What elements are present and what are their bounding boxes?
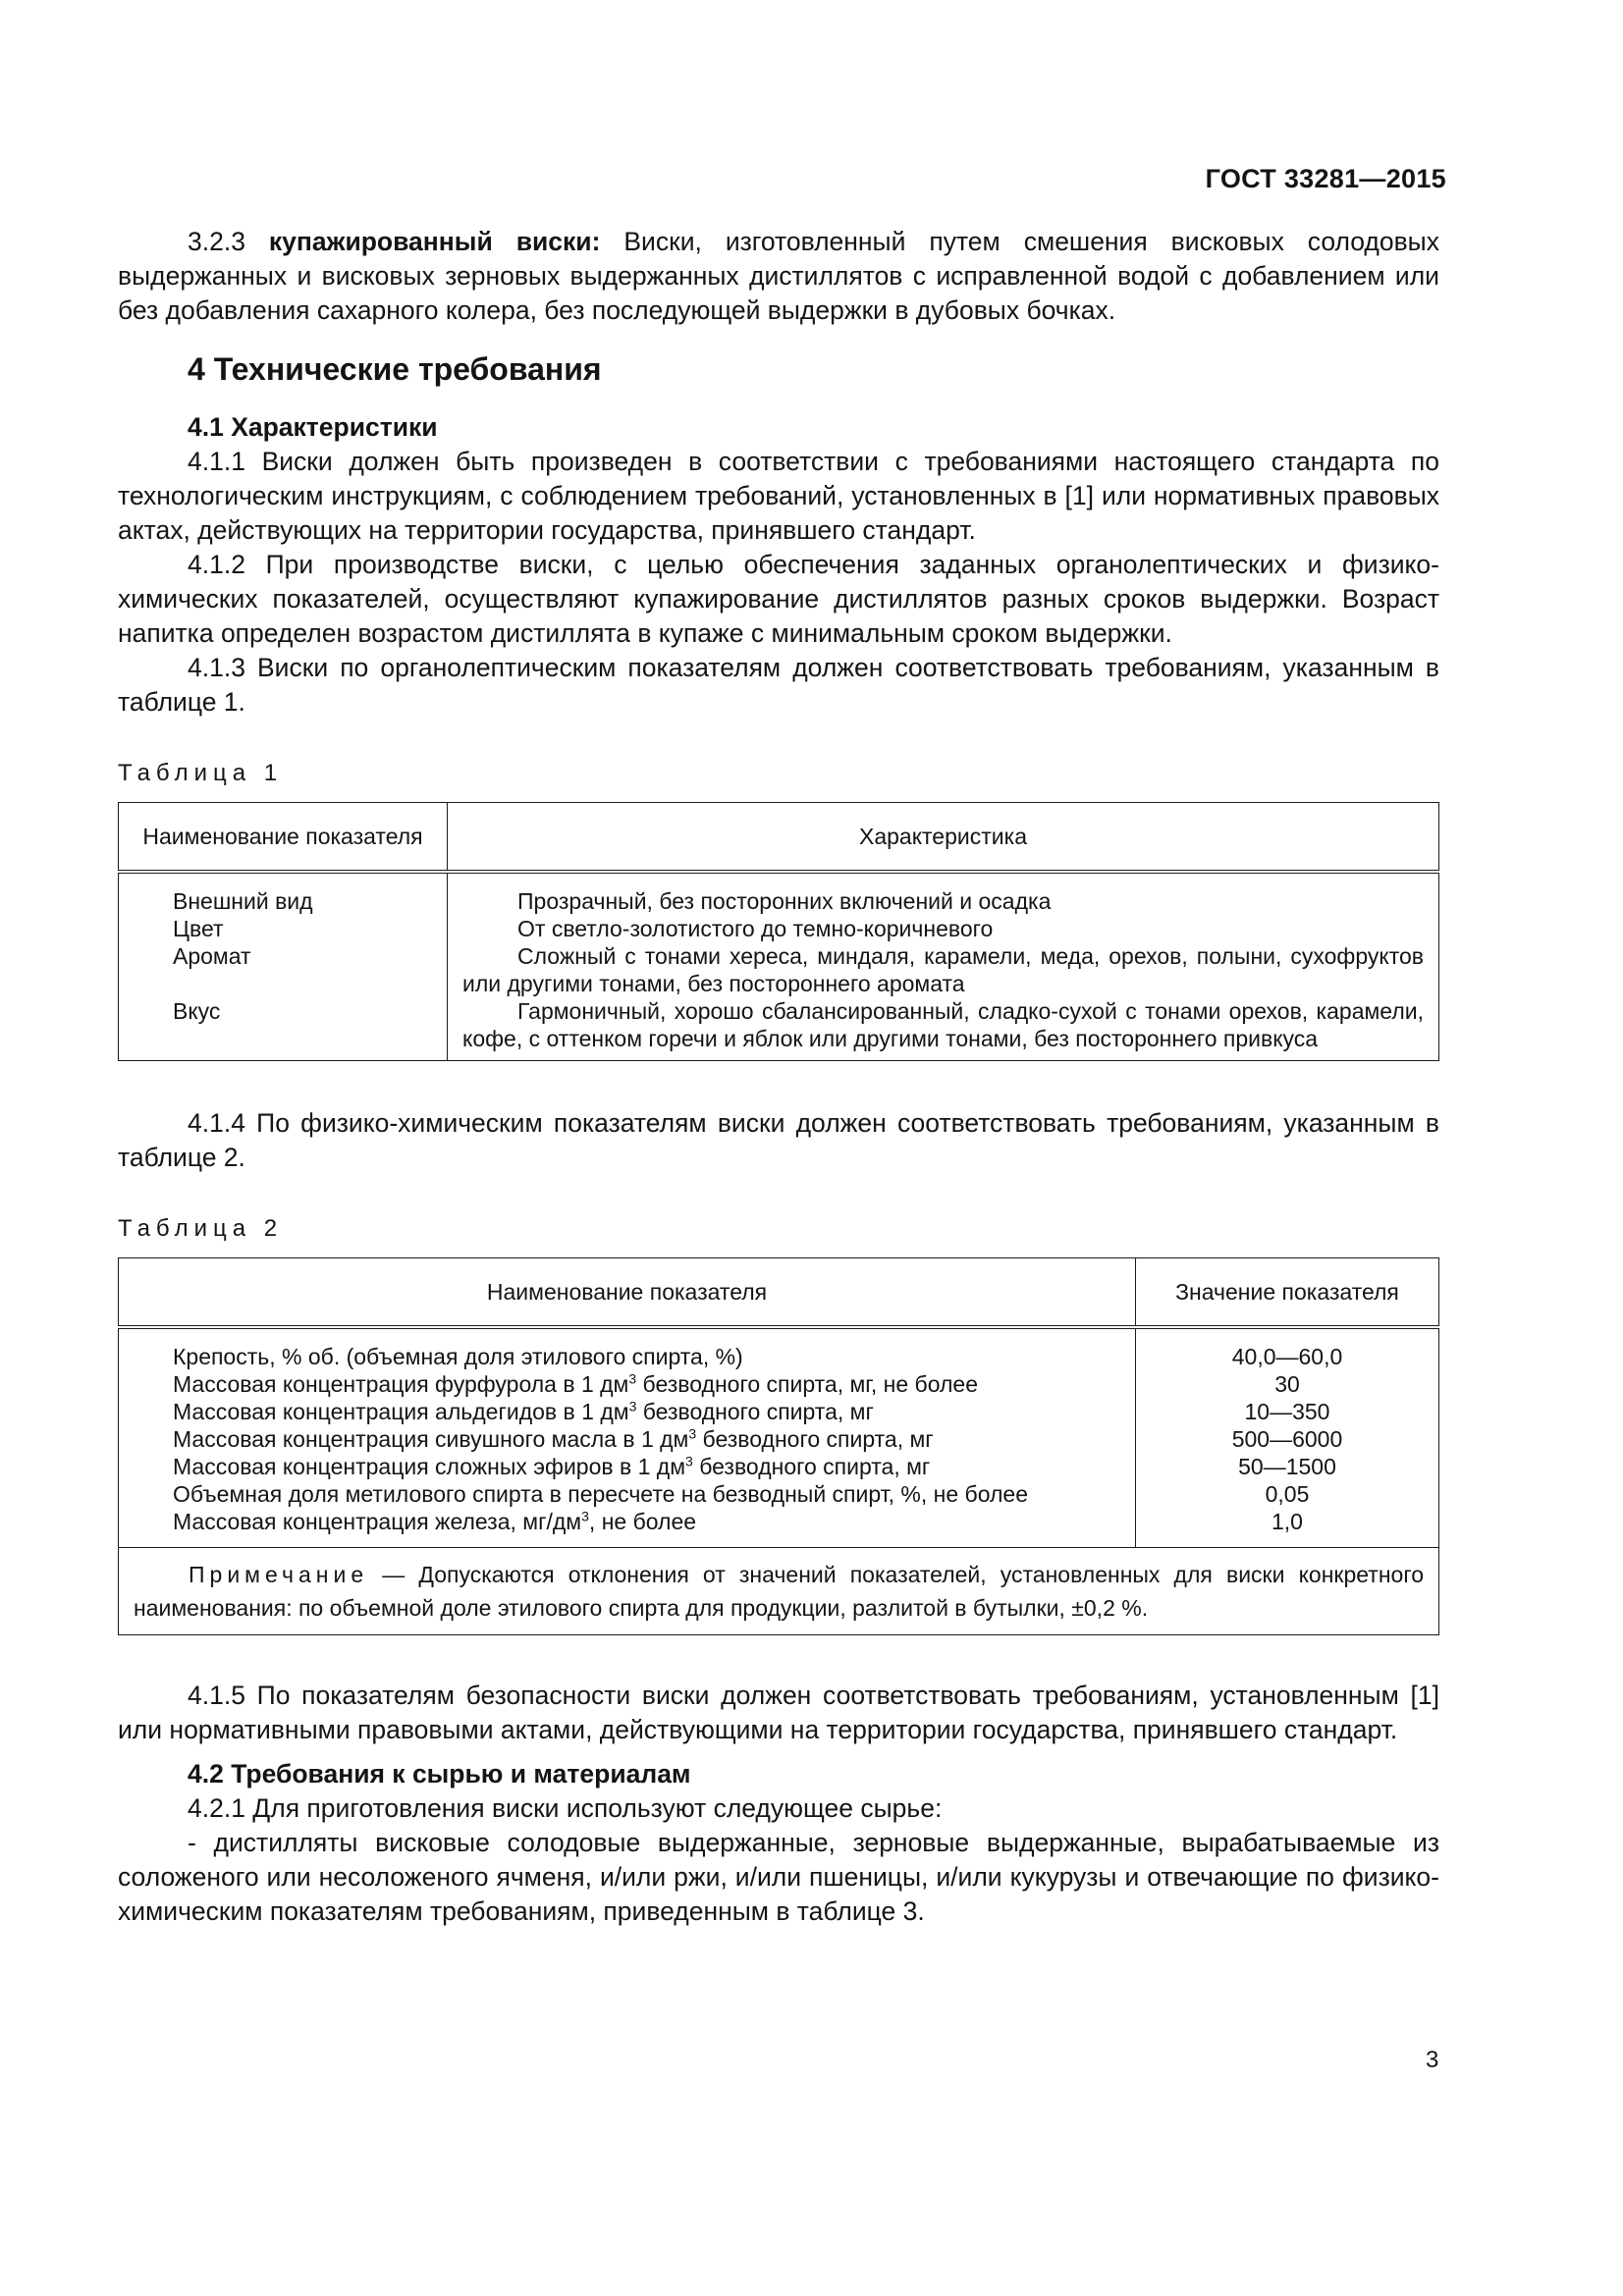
- characteristic-text: Гармоничный, хорошо сбалансированный, сладко-сухой с тонами орехов, карамели, кофе, с оттенком горечи и яблок или другими тонами, без постороннего привкуса: [462, 998, 1424, 1051]
- paragraph-3-2-3: [118, 225, 1439, 328]
- indicator-value: 10—350: [1244, 1399, 1330, 1424]
- paragraph-4-1-3: 4.1.3 Виски по органолептическим показателям должен соответствовать требованиям, указанным в таблице 1.: [118, 653, 1439, 717]
- table-header-cell: Наименование показателя: [119, 803, 448, 873]
- subsection-heading-4-2: 4.2 Требования к сырью и материалам: [188, 1759, 691, 1789]
- indicator-name: Аромат: [173, 943, 251, 969]
- table-row: [119, 872, 1439, 1061]
- table-note-row: [119, 1548, 1439, 1635]
- paragraph-4-1-2: 4.1.2 При производстве виски, с целью обеспечения заданных органолептических и физико-химических показателей, осуществляют купажирование дистиллятов разных сроков выдержки. Возраст напитка определен возрастом дистиллята в купаже с минимальным сроком выдержки.: [118, 550, 1439, 648]
- paragraph-4-1-5: 4.1.5 По показателям безопасности виски должен соответствовать требованиям, установленным [1] или нормативными правовыми актами, действующими на территории государства, принявшего стандарт.: [118, 1681, 1439, 1744]
- table-1-caption: Таблица 1: [118, 760, 284, 786]
- indicator-names-cell: [119, 1327, 1136, 1548]
- note-label: Примечание: [189, 1562, 369, 1587]
- characteristic-text: Сложный с тонами хереса, миндаля, карамели, меда, орехов, полыни, сухофруктов или другими тонами, без постороннего аромата: [462, 943, 1424, 996]
- subsection-heading-4-1: 4.1 Характеристики: [188, 412, 438, 442]
- paragraph-4-2-1-item: - дистилляты висковые солодовые выдержанные, зерновые выдержанные, вырабатываемые из соложеного или несоложеного ячменя, и/или ржи, и/или пшеницы, и/или кукурузы и отвечающие по физико-химическим показателям требованиям, приведенным в таблице 3.: [118, 1828, 1439, 1926]
- definition-text: Виски, изготовленный путем смешения висковых солодовых выдержанных и висковых зерновых выдержанных дистиллятов с исправленной водой с добавлением или без добавления сахарного колера, без последующей выдержки в дубовых бочках.: [118, 227, 1439, 325]
- indicator-name: Массовая концентрация альдегидов в 1 $дм^3$ безводного спирта, мг: [173, 1398, 874, 1424]
- characteristic-text: От светло-золотистого до темно-коричневого: [517, 916, 994, 941]
- table-header-row: [119, 1258, 1439, 1328]
- indicator-name: Вкус: [173, 998, 221, 1024]
- indicator-value: 30: [1274, 1371, 1300, 1397]
- indicator-name: Цвет: [173, 916, 224, 941]
- table-1-organoleptic: [118, 802, 1439, 1061]
- table-2-caption: Таблица 2: [118, 1215, 284, 1242]
- clause-number: 3.2.3: [188, 227, 245, 256]
- section-heading-4: 4 Технические требования: [188, 351, 602, 387]
- page-number: 3: [1426, 2047, 1439, 2073]
- table-header-cell: Значение показателя: [1136, 1258, 1439, 1328]
- characteristics-cell: [448, 872, 1439, 1061]
- indicator-name: Массовая концентрация сивушного масла в 1 $дм^3$ безводного спирта, мг: [173, 1425, 934, 1452]
- indicator-value: 50—1500: [1238, 1454, 1336, 1479]
- table-header-cell: Характеристика: [448, 803, 1439, 873]
- characteristic-text: Прозрачный, без посторонних включений и осадка: [517, 888, 1052, 914]
- indicator-value: 40,0—60,0: [1231, 1344, 1343, 1369]
- indicator-value: 500—6000: [1231, 1426, 1343, 1452]
- indicator-name: Крепость, % об. (объемная доля этилового спирта, %): [173, 1344, 743, 1369]
- indicator-name: Объемная доля метилового спирта в пересчете на безводный спирт, %, не более: [173, 1481, 1028, 1507]
- table-row: [119, 1327, 1439, 1548]
- indicator-name: Массовая концентрация железа, $мг/дм^3$, не более: [173, 1508, 697, 1534]
- indicator-name: Массовая концентрация фурфурола в 1 $дм^3$ безводного спирта, мг, не более: [173, 1370, 978, 1397]
- table-note: [119, 1548, 1439, 1635]
- indicator-value: 1,0: [1271, 1509, 1303, 1534]
- paragraph-4-1-1: 4.1.1 Виски должен быть произведен в соответствии с требованиями настоящего стандарта по технологическим инструкциям, с соблюдением требований, установленных в [1] или нормативных правовых актах, действующих на территории государства, принявшего стандарт.: [118, 447, 1439, 545]
- table-header-cell: Наименование показателя: [119, 1258, 1136, 1328]
- indicator-names-cell: [119, 872, 448, 1061]
- standard-number-header: ГОСТ 33281—2015: [1205, 164, 1446, 193]
- indicator-name: Массовая концентрация сложных эфиров в 1 $дм^3$ безводного спирта, мг: [173, 1453, 931, 1479]
- table-header-row: [119, 803, 1439, 873]
- paragraph-4-2-1: 4.2.1 Для приготовления виски используют следующее сырье:: [188, 1793, 943, 1823]
- document-body: [118, 225, 1439, 1929]
- paragraph-4-1-4: 4.1.4 По физико-химическим показателям виски должен соответствовать требованиям, указанным в таблице 2.: [118, 1108, 1439, 1172]
- term-definition: купажированный виски:: [268, 227, 601, 256]
- indicator-name: Внешний вид: [173, 888, 313, 914]
- indicator-value: 0,05: [1265, 1481, 1310, 1507]
- note-text: — Допускаются отклонения от значений показателей, установленных для виски конкретного наименования: по объемной доле этилового спирта для продукции, разлитой в бутылки, ±0,2 %.: [134, 1562, 1424, 1621]
- table-2-physicochemical: [118, 1257, 1439, 1635]
- indicator-values-cell: [1136, 1327, 1439, 1548]
